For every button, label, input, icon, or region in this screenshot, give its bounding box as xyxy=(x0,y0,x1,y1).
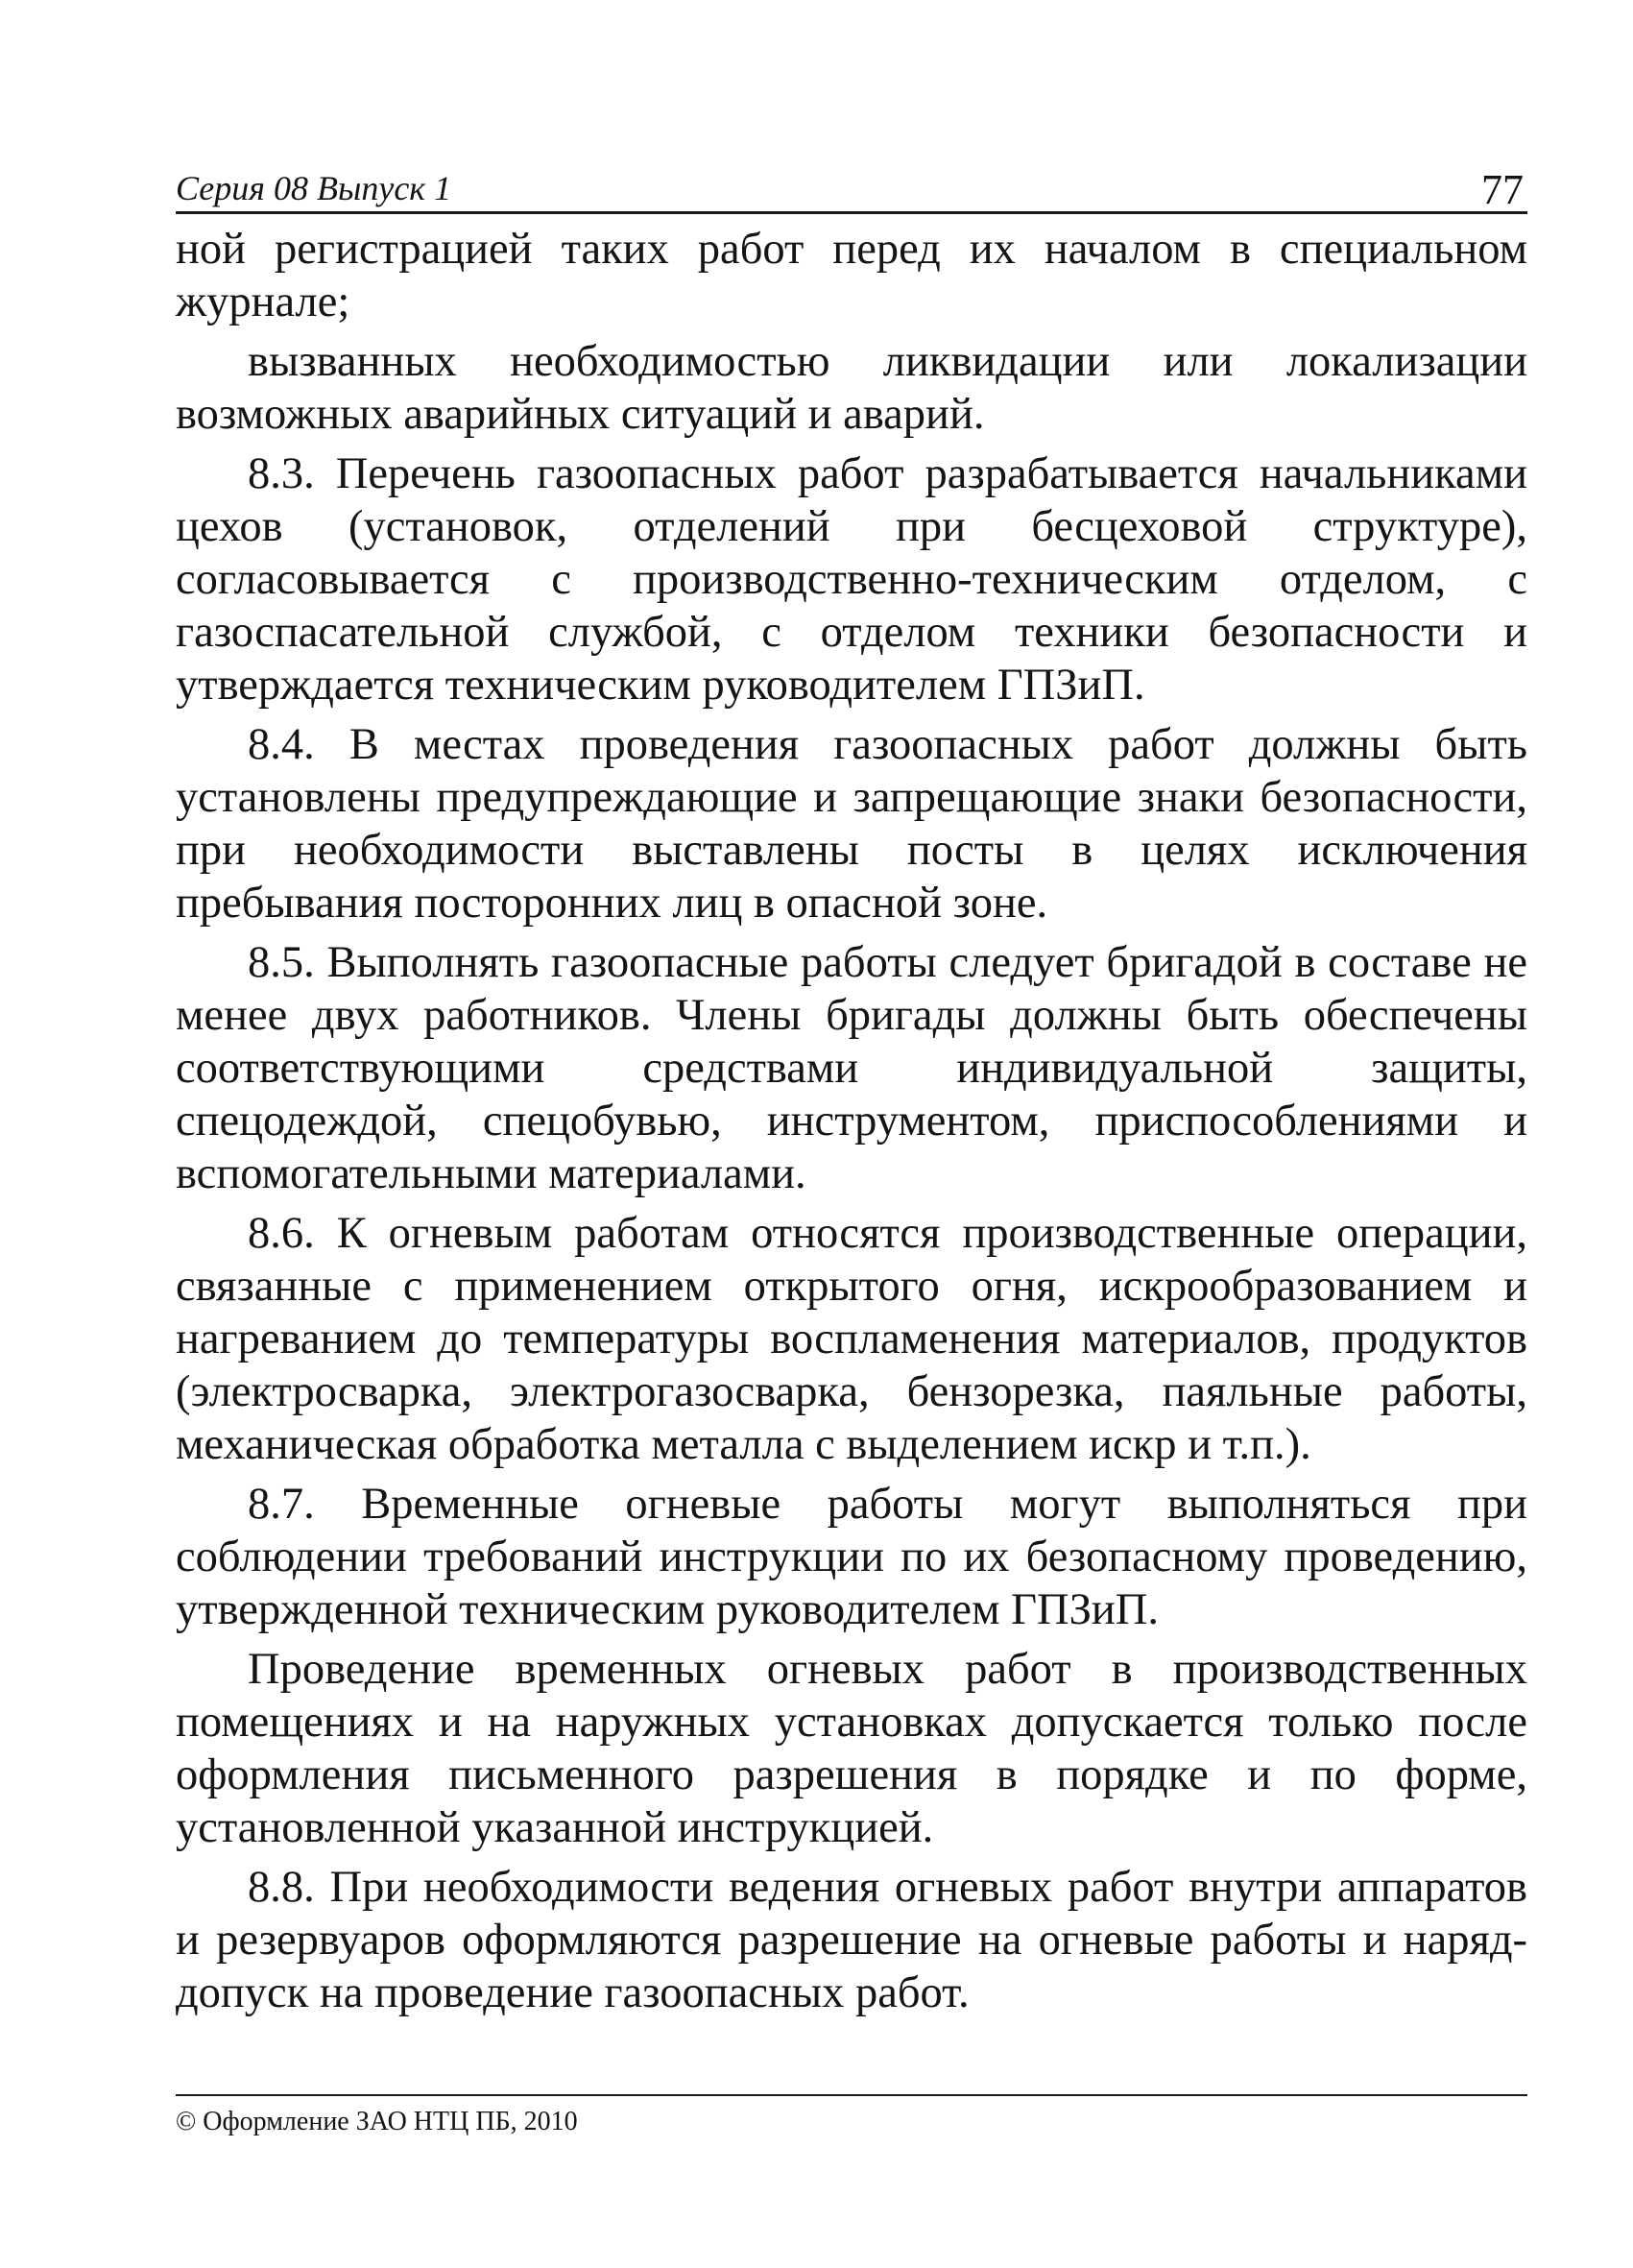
paragraph-8-8: 8.8. При необходимости ведения огневых работ внутри аппаратов и резервуаров оформляются разрешение на огневые работы и наряд-допуск на проведение газоопасных работ. xyxy=(176,1863,1527,2017)
paragraph-8-5: 8.5. Выполнять газоопасные работы следует бригадой в составе не менее двух работников. Члены бригады должны быть обеспечены соответствующими средствами индивидуальной защиты, спецодеждой, спецобувью, инструментом, приспособлениями и вспомогательными материалами. xyxy=(176,938,1527,1198)
page-number: 77 xyxy=(1481,166,1524,213)
page-body xyxy=(176,223,1527,2026)
paragraph: ной регистрацией таких работ перед их началом в специальном журнале; xyxy=(176,225,1527,326)
paragraph-8-7: 8.7. Временные огневые работы могут выполняться при соблюдении требований инструкции по их безопасному проведению, утвержденной техническим руководителем ГПЗиП. xyxy=(176,1480,1527,1634)
footer-divider xyxy=(176,2094,1527,2096)
series-title: Серия 08 Выпуск 1 xyxy=(176,169,452,207)
paragraph-8-3: 8.3. Перечень газоопасных работ разрабатывается начальниками цехов (установок, отделений при бесцеховой структуре), согласовывается с производственно-техническим отделом, с газоспасательной службой, с отделом техники безопасности и утверждается техническим руководителем ГПЗиП. xyxy=(176,449,1527,710)
paragraph-8-4: 8.4. В местах проведения газоопасных работ должны быть установлены предупреждающие и запрещающие знаки безопасности, при необходимости выставлены посты в целях исключения пребывания посторонних лиц в опасной зоне. xyxy=(176,720,1527,928)
paragraph-8-6: 8.6. К огневым работам относятся производственные операции, связанные с применением открытого огня, искрообразованием и нагреванием до температуры воспламенения материалов, продуктов (электросварка, электрогазосварка, бензорезка, паяльные работы, механическая обработка металла с выделением искр и т.п.). xyxy=(176,1209,1527,1469)
paragraph: Проведение временных огневых работ в производственных помещениях и на наружных установках допускается только после оформления письменного разрешения в порядке и по форме, установленной указанной инструкцией. xyxy=(176,1645,1527,1852)
copyright-footer: © Оформление ЗАО НТЦ ПБ, 2010 xyxy=(176,2107,578,2136)
paragraph: вызванных необходимостью ликвидации или локализации возможных аварийных ситуаций и аварий. xyxy=(176,337,1527,439)
running-header xyxy=(176,161,1527,214)
